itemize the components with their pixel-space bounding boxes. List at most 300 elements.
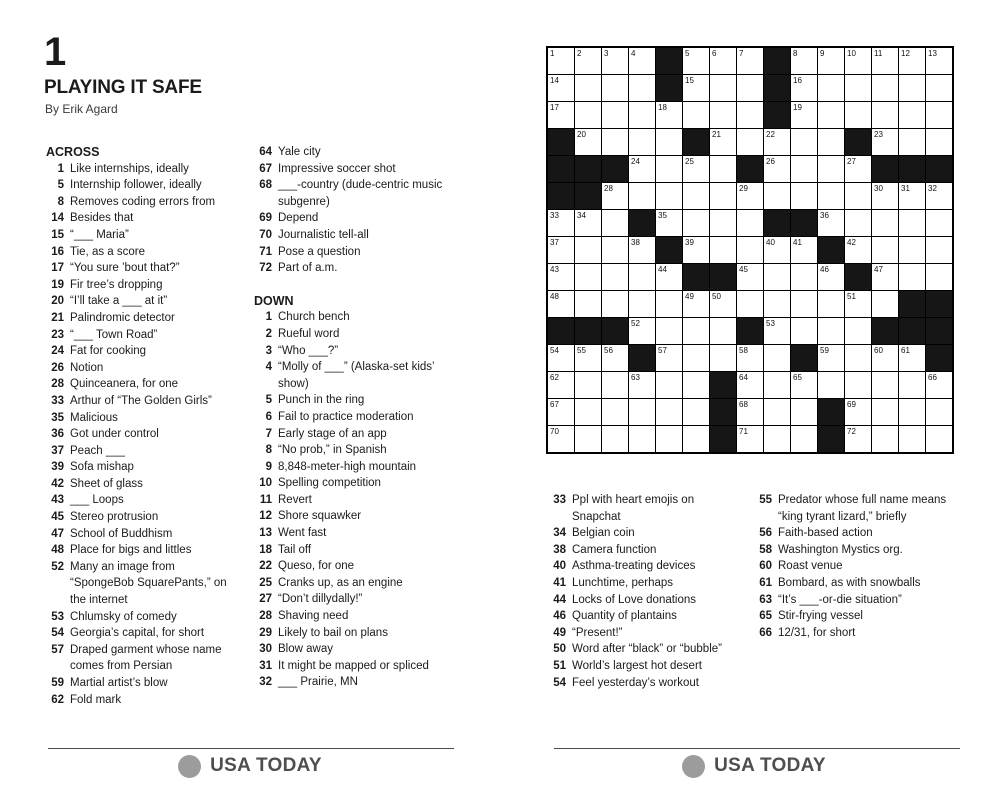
grid-cell-white [656,318,682,344]
grid-cell-white [872,237,898,263]
clue-item [546,558,722,575]
grid-cell-white [629,426,655,452]
clue-item [252,227,458,244]
clue-number: 59 [51,677,64,689]
grid-cell-white [575,426,601,452]
clue-item [752,575,960,592]
clue-text: Rueful word [278,327,340,340]
clue-number: 31 [259,659,272,672]
cell-number: 64 [739,373,748,382]
cell-number: 71 [739,427,748,436]
clue-item [44,393,240,410]
clue-text: Malicious [70,411,118,424]
clue-item [252,177,458,210]
across-down-clues-column-2 [252,144,458,691]
clue-number: 63 [759,593,772,606]
cell-number: 29 [739,184,748,193]
grid-cell-white [548,75,574,101]
grid-cell-white [899,129,925,155]
clue-text: Camera function [572,543,657,556]
grid-cell-white [656,156,682,182]
clue-text: Tail off [278,543,312,556]
cell-number: 72 [847,427,856,436]
clue-text: Peach ___ [70,444,125,457]
grid-cell-white [602,291,628,317]
grid-cell-white [737,237,763,263]
grid-cell-white [872,75,898,101]
cell-number: 21 [712,130,721,139]
clue-number: 37 [51,444,64,457]
clue-text: Fir tree’s dropping [70,278,163,291]
grid-cell-black [872,156,898,182]
clue-item [44,526,240,543]
grid-cell-white [845,156,871,182]
clue-text: “Molly of ___” (Alaska-set kids’ show) [278,361,435,390]
grid-cell-white [737,399,763,425]
clue-text: Got under control [70,428,159,441]
clue-item [252,442,458,459]
grid-cell-white [737,48,763,74]
clue-item [44,244,240,261]
clue-text: Early stage of an app [278,427,387,440]
clue-text: Removes coding errors from [70,195,216,208]
clue-number: 47 [51,527,64,540]
clue-number: 29 [259,626,272,639]
clue-item [252,508,458,525]
grid-cell-black [629,210,655,236]
grid-cell-black [575,318,601,344]
grid-cell-white [872,102,898,128]
clue-text: ___-country (dude-centric music subgenre) [278,179,443,208]
cell-number: 9 [820,49,825,58]
grid-cell-white [737,75,763,101]
clue-text: Shaving need [278,610,349,623]
clue-item [252,542,458,559]
clue-number: 8 [265,444,272,457]
clue-item [752,542,960,559]
clue-number: 12 [259,510,272,523]
clue-number: 43 [51,494,64,507]
clue-text: Besides that [70,212,134,225]
clue-text: Yale city [278,146,321,158]
cell-number: 67 [550,400,559,409]
clue-item [44,509,240,526]
cell-number: 17 [550,103,559,112]
clue-text: Feel yesterday’s workout [572,676,699,689]
clue-number: 48 [51,544,64,557]
grid-cell-white [791,237,817,263]
cell-number: 70 [550,427,559,436]
clue-number: 30 [259,643,272,656]
clue-text: Draped garment whose name comes from Persian [70,643,222,673]
clue-item [44,210,240,227]
cell-number: 28 [604,184,613,193]
grid-cell-white [818,156,844,182]
grid-cell-black [710,264,736,290]
grid-cell-white [710,48,736,74]
grid-cell-white [899,183,925,209]
crossword-grid [546,46,954,454]
cell-number: 68 [739,400,748,409]
clue-number: 5 [265,394,272,407]
grid-cell-white [899,237,925,263]
clue-number: 26 [51,361,64,374]
grid-cell-white [764,129,790,155]
clue-item [252,459,458,476]
grid-cell-black [764,48,790,74]
grid-cell-white [872,399,898,425]
clue-text: Revert [278,493,312,506]
usa-today-logo-circle-icon [178,755,201,778]
clue-number: 33 [553,494,566,506]
clue-number: 21 [51,311,64,324]
clue-item [752,525,960,542]
grid-cell-black [737,156,763,182]
grid-cell-black [926,156,952,182]
grid-cell-white [683,345,709,371]
grid-cell-black [710,426,736,452]
grid-cell-white [656,426,682,452]
grid-cell-white [656,102,682,128]
cell-number: 48 [550,292,559,301]
grid-cell-white [845,372,871,398]
grid-cell-white [629,372,655,398]
clue-item [546,492,722,525]
cell-number: 24 [631,157,640,166]
clue-item [252,343,458,360]
clue-number: 19 [51,278,64,291]
clue-text: Part of a.m. [278,262,338,275]
clue-text: Stereo protrusion [70,511,159,524]
grid-cell-white [575,399,601,425]
grid-cell-white [656,129,682,155]
grid-cell-white [926,399,952,425]
clue-number: 3 [265,344,272,357]
clue-number: 60 [759,560,772,573]
clue-number: 28 [259,610,272,623]
grid-cell-black [926,318,952,344]
grid-cell-black [683,264,709,290]
clue-item [752,558,960,575]
grid-cell-white [764,318,790,344]
clue-number: 40 [553,560,566,573]
grid-cell-white [872,264,898,290]
clue-text: Quantity of plantains [572,610,677,623]
cell-number: 38 [631,238,640,247]
grid-cell-white [899,264,925,290]
grid-cell-white [629,48,655,74]
grid-cell-white [548,210,574,236]
clue-item [44,642,240,675]
cell-number: 40 [766,238,775,247]
cell-number: 13 [928,49,937,58]
grid-cell-white [683,237,709,263]
grid-cell-white [926,183,952,209]
grid-cell-white [926,237,952,263]
clue-item [252,625,458,642]
clue-item [252,309,458,326]
grid-cell-black [818,426,844,452]
grid-cell-white [602,48,628,74]
grid-cell-white [872,372,898,398]
cell-number: 27 [847,157,856,166]
clue-item [546,592,722,609]
grid-cell-white [548,48,574,74]
clue-number: 49 [553,626,566,639]
cell-number: 50 [712,292,721,301]
clue-text: Tie, as a score [70,245,145,258]
clue-text: “No prob,” in Spanish [278,444,387,457]
clue-number: 8 [57,195,64,208]
clue-number: 1 [265,311,272,324]
grid-cell-white [845,237,871,263]
cell-number: 63 [631,373,640,382]
clue-item [546,641,722,658]
clue-text: ___ Loops [70,494,124,507]
cell-number: 23 [874,130,883,139]
clue-number: 11 [259,493,272,506]
clue-number: 10 [259,477,272,490]
footer-left [44,753,456,779]
grid-cell-white [683,156,709,182]
grid-cell-black [710,399,736,425]
clue-item [44,542,240,559]
clue-text: School of Buddhism [70,527,173,540]
grid-cell-white [845,345,871,371]
clue-item [44,177,240,194]
grid-cell-white [710,291,736,317]
clue-item [44,293,240,310]
grid-cell-white [602,129,628,155]
grid-cell-black [899,318,925,344]
grid-cell-white [629,102,655,128]
grid-cell-black [602,156,628,182]
cell-number: 62 [550,373,559,382]
clue-text: Likely to bail on plans [278,626,388,639]
clue-item [252,244,458,261]
clue-item [44,360,240,377]
grid-cell-white [683,48,709,74]
clue-number: 50 [553,643,566,656]
grid-cell-black [791,345,817,371]
clue-item [44,227,240,244]
clue-number: 35 [51,411,64,424]
cell-number: 25 [685,157,694,166]
cell-number: 2 [577,49,582,58]
grid-cell-white [602,237,628,263]
clue-text: Palindromic detector [70,311,175,324]
grid-cell-white [764,291,790,317]
clue-text: World’s largest hot desert [572,659,702,672]
clue-item [252,558,458,575]
clue-item [546,525,722,542]
clue-item [252,591,458,608]
clue-item [44,426,240,443]
clue-text: Sofa mishap [70,461,134,474]
grid-cell-white [575,75,601,101]
grid-cell-black [710,372,736,398]
cell-number: 5 [685,49,690,58]
grid-cell-white [602,264,628,290]
cell-number: 52 [631,319,640,328]
grid-cell-white [737,183,763,209]
clue-text: Locks of Love donations [572,593,697,606]
grid-cell-white [575,372,601,398]
grid-cell-white [629,237,655,263]
grid-cell-white [629,156,655,182]
grid-cell-white [791,129,817,155]
clue-list-header: DOWN [254,293,294,308]
clue-text: “___ Town Road” [70,328,158,341]
clue-text: Impressive soccer shot [278,162,396,175]
clue-item [252,260,458,277]
grid-cell-white [872,345,898,371]
clue-number: 55 [759,494,772,506]
grid-cell-white [791,291,817,317]
cell-number: 46 [820,265,829,274]
clue-item [44,376,240,393]
grid-cell-white [899,372,925,398]
clue-text: Queso, for one [278,560,355,573]
clue-text: Shore squawker [278,510,362,523]
clue-text: Predator whose full name means “king tyrant lizard,” briefly [778,494,947,523]
clue-item [252,392,458,409]
grid-cell-white [683,102,709,128]
clue-item [44,559,240,609]
grid-cell-white [656,183,682,209]
grid-cell-white [791,399,817,425]
clue-number: 9 [265,460,272,473]
clue-number: 53 [51,610,64,623]
grid-cell-white [791,372,817,398]
clue-item [546,658,722,675]
clue-text: Martial artist’s blow [70,677,168,689]
cell-number: 20 [577,130,586,139]
grid-cell-white [575,210,601,236]
clue-number: 38 [553,543,566,556]
grid-cell-black [602,318,628,344]
cell-number: 15 [685,76,694,85]
clue-item [252,674,458,691]
clue-number: 32 [259,676,272,689]
grid-cell-white [872,183,898,209]
clue-item [44,194,240,211]
grid-cell-white [629,291,655,317]
grid-cell-white [656,345,682,371]
grid-cell-white [629,183,655,209]
cell-number: 45 [739,265,748,274]
grid-cell-black [899,291,925,317]
clue-item [752,592,960,609]
clue-text: ___ Prairie, MN [278,676,358,689]
grid-cell-white [548,102,574,128]
grid-cell-white [899,48,925,74]
usa-today-logo-circle-icon [682,755,705,778]
usa-today-logo-text: USA TODAY [714,755,826,776]
clue-item [44,310,240,327]
clue-item [44,492,240,509]
clue-number: 56 [759,527,772,540]
grid-cell-white [845,399,871,425]
grid-cell-white [602,345,628,371]
cell-number: 12 [901,49,910,58]
cell-number: 61 [901,346,910,355]
clue-item [546,608,722,625]
grid-cell-white [818,345,844,371]
grid-cell-black [926,291,952,317]
clue-item [252,658,458,675]
grid-cell-white [710,183,736,209]
cell-number: 43 [550,265,559,274]
clue-number: 1 [57,162,64,175]
grid-cell-white [737,129,763,155]
footer-divider-right [554,748,960,749]
clue-number: 42 [51,477,64,490]
grid-cell-white [602,399,628,425]
grid-cell-white [656,291,682,317]
clue-text: “Who ___?” [278,344,339,357]
clue-number: 14 [51,212,64,225]
grid-cell-white [926,426,952,452]
cell-number: 41 [793,238,802,247]
clue-number: 54 [51,627,64,640]
grid-cell-white [764,264,790,290]
clue-text: Belgian coin [572,527,635,540]
clue-text: Journalistic tell-all [278,228,369,241]
clue-number: 20 [51,295,64,308]
clue-text: Faith-based action [778,527,873,540]
clue-text: Arthur of “The Golden Girls” [70,394,212,407]
clue-text: Church bench [278,311,350,324]
grid-cell-white [602,102,628,128]
grid-cell-white [602,426,628,452]
clue-number: 52 [51,560,64,573]
clue-item [44,443,240,460]
clue-item [44,476,240,493]
grid-cell-white [899,399,925,425]
grid-cell-white [683,318,709,344]
clue-number: 68 [259,179,272,192]
grid-cell-black [926,345,952,371]
grid-cell-black [548,129,574,155]
cell-number: 36 [820,211,829,220]
cell-number: 55 [577,346,586,355]
clue-item [252,161,458,178]
grid-cell-white [629,75,655,101]
clue-number: 45 [51,511,64,524]
cell-number: 44 [658,265,667,274]
grid-cell-white [764,372,790,398]
grid-cell-black [683,129,709,155]
grid-cell-white [710,237,736,263]
grid-cell-white [656,372,682,398]
clue-item [252,326,458,343]
grid-cell-white [872,426,898,452]
grid-cell-black [818,237,844,263]
grid-cell-white [629,318,655,344]
cell-number: 22 [766,130,775,139]
clue-text: Fold mark [70,693,122,706]
grid-cell-black [656,48,682,74]
cell-number: 58 [739,346,748,355]
grid-cell-white [872,210,898,236]
clue-item [44,327,240,344]
grid-cell-white [926,102,952,128]
clue-text: Pose a question [278,245,361,258]
grid-cell-white [548,264,574,290]
cell-number: 49 [685,292,694,301]
grid-cell-white [575,264,601,290]
